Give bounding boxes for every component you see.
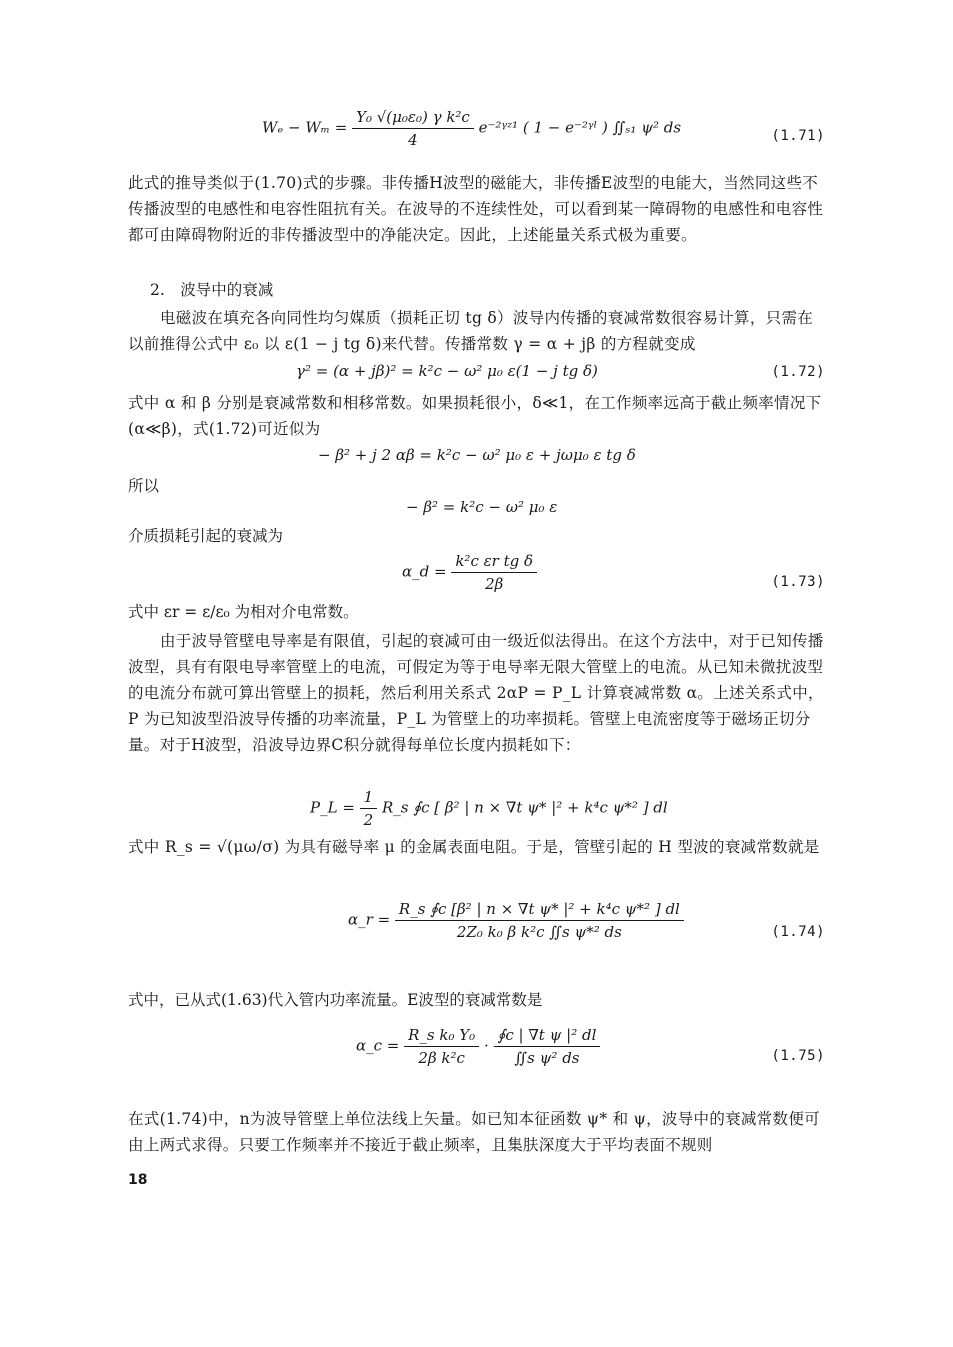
page-number: 18 — [128, 1172, 148, 1188]
equation-1-75-f2-denominator: ∬s ψ² ds — [514, 1049, 580, 1067]
equation-number-1-74: (1.74) — [771, 924, 825, 940]
paragraph-normal-vector: 在式(1.74)中，n为波导管壁上单位法线上矢量。如已知本征函数 ψ* 和 ψ，波导中的衰减常数便可由上两式求得。只要工作频率并不接近于截止频率，且集肤深度大于平均表面不规则 — [128, 1110, 820, 1154]
equation-power-loss-rhs: R_s ∮c [ β² | n × ∇t ψ* |² + k⁴c ψ*² ] dl — [382, 798, 668, 817]
equation-power-loss — [310, 788, 668, 829]
equation-1-75 — [356, 1026, 600, 1067]
paragraph-wall-conductivity: 由于波导管壁电导率是有限值，引起的衰减可由一级近似法得出。在这个方法中，对于已知传播波型，具有有限电导率管壁上的电流，可假定为等于电导率无限大管壁上的电流。从已知未微扰波型的电流分布就可算出管壁上的损耗，然后利用关系式 2αP = P_L 计算衰减常数 α。上述关系式中，P 为已知波型沿波导传播的功率流量，P_L 为管壁上的功率损耗。管壁上电流密度等于磁场正切分量。对于H波型，沿波导边界C积分就得每单位长度内损耗如下： — [128, 632, 824, 754]
equation-1-74-numerator: R_s ∮c [β² | n × ∇t ψ* |² + k⁴c ψ*² ] dl — [395, 900, 684, 921]
equation-power-loss-half — [360, 788, 378, 829]
equation-1-71-lhs: Wₑ − Wₘ = — [262, 118, 353, 137]
equation-1-75-fraction-1 — [404, 1026, 479, 1067]
equation-power-loss-lhs: P_L = — [310, 798, 360, 817]
paragraph-surface-resistance: 式中 R_s = √(μω/σ) 为具有磁导率 μ 的金属表面电阻。于是，管壁引起的 H 型波的衰减常数就是 — [128, 838, 820, 856]
equation-number-1-73: (1.73) — [771, 574, 825, 590]
equation-1-74-lhs: α_r = — [348, 910, 395, 929]
equation-1-75-dot: · — [483, 1036, 489, 1055]
paragraph-small-loss: 式中 α 和 β 分别是衰减常数和相移常数。如果损耗很小，δ≪1，在工作频率远高于截止频率情况下(α≪β)，式(1.72)可近似为 — [128, 394, 822, 438]
equation-1-75-f2-numerator: ∮c | ∇t ψ |² dl — [494, 1026, 601, 1047]
equation-1-73 — [402, 552, 537, 593]
equation-1-74-denominator: 2Z₀ k₀ β k²c ∬s ψ*² ds — [456, 923, 622, 941]
equation-1-75-f1-denominator: 2β k²c — [418, 1049, 465, 1067]
equation-1-71 — [262, 108, 681, 149]
text-therefore: 所以 — [128, 477, 160, 495]
section-heading-attenuation: 2. 波导中的衰减 — [150, 281, 274, 299]
paragraph-attenuation-intro: 电磁波在填充各向同性均匀媒质（损耗正切 tg δ）波导内传播的衰减常数很容易计算，只需在以前推得公式中 ε₀ 以 ε(1 − j tg δ)来代替。传播常数 γ = α + jβ 的方程就变成 — [128, 309, 814, 353]
equation-number-1-75: (1.75) — [771, 1048, 825, 1064]
equation-number-1-72: (1.72) — [771, 364, 825, 380]
equation-power-loss-half-den: 2 — [363, 811, 374, 829]
equation-1-73-numerator: k²c εr tg δ — [451, 552, 537, 573]
equation-1-71-denominator: 4 — [408, 131, 418, 149]
equation-1-74-fraction — [395, 900, 684, 941]
equation-1-71-fraction — [352, 108, 474, 149]
equation-1-73-denominator: 2β — [485, 575, 504, 593]
equation-1-75-f1-numerator: R_s k₀ Y₀ — [404, 1026, 479, 1047]
equation-approximation: − β² + j 2 αβ = k²c − ω² μ₀ ε + jωμ₀ ε tg δ — [318, 446, 636, 464]
equation-1-75-fraction-2 — [494, 1026, 601, 1067]
equation-1-74 — [348, 900, 684, 941]
equation-1-71-numerator: Y₀ √(μ₀ε₀) γ k²c — [352, 108, 474, 129]
equation-1-72: γ² = (α + jβ)² = k²c − ω² μ₀ ε(1 − j tg δ) — [296, 362, 598, 380]
equation-1-71-tail: e⁻²ᵞᶻ¹ ( 1 − e⁻²ᵞˡ ) ∬ₛ₁ ψ² ds — [478, 118, 682, 137]
equation-beta-squared: − β² = k²c − ω² μ₀ ε — [406, 498, 558, 516]
equation-1-73-fraction — [451, 552, 537, 593]
paragraph-e-wave: 式中，已从式(1.63)代入管内功率流量。E波型的衰减常数是 — [128, 991, 543, 1009]
equation-number-1-71: (1.71) — [771, 128, 825, 144]
equation-1-75-lhs: α_c = — [356, 1036, 405, 1055]
equation-1-73-lhs: α_d = — [402, 562, 452, 581]
paragraph-energy-relation: 此式的推导类似于(1.70)式的步骤。非传播H波型的磁能大，非传播E波型的电能大，当然同这些不传播波型的电感性和电容性阻抗有关。在波导的不连续性处，可以看到某一障碍物的电感性和电容性都可由障碍物附近的非传播波型中的净能决定。因此，上述能量关系式极为重要。 — [128, 174, 824, 244]
paragraph-relative-permittivity: 式中 εr = ε/ε₀ 为相对介电常数。 — [128, 603, 359, 621]
equation-power-loss-half-num: 1 — [360, 788, 378, 809]
paragraph-dielectric-loss: 介质损耗引起的衰减为 — [128, 527, 284, 545]
